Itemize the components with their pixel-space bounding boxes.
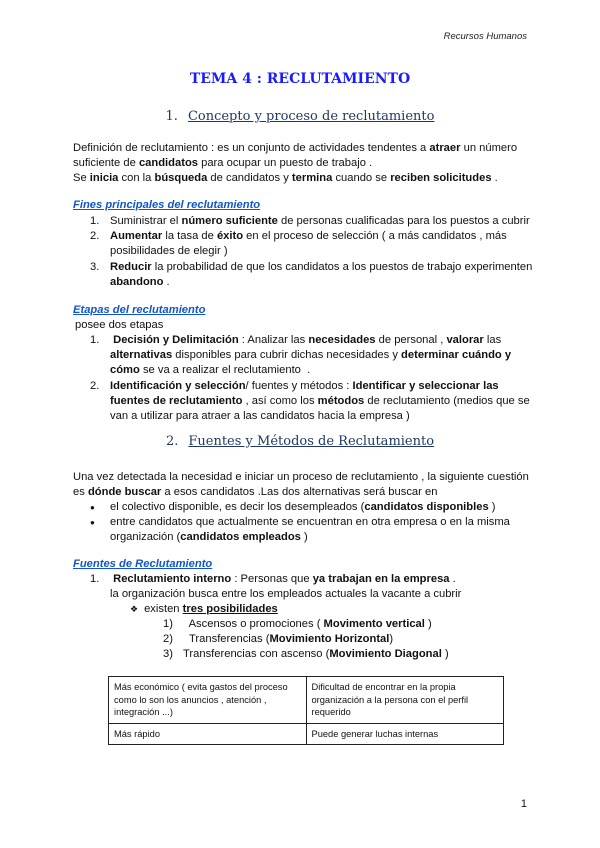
text-run: ) xyxy=(424,618,432,630)
text-run: para ocupar un puesto de trabajo . xyxy=(198,157,373,170)
list-item xyxy=(163,647,449,662)
text-run: de personal , xyxy=(375,334,447,346)
text-run: de reclutamiento (medios que se xyxy=(364,394,530,407)
table-cell: Más económico ( evita gastos del proceso como lo son los anuncios , atención , integración ...) xyxy=(109,677,307,724)
text-line xyxy=(110,379,530,394)
text-line xyxy=(110,409,530,424)
list-item xyxy=(90,515,510,545)
text-run: se va a realizar el reclutamiento . xyxy=(139,364,311,377)
list-marker: 2) xyxy=(163,633,173,646)
text-run: Transferencias con ascenso ( xyxy=(183,648,330,661)
text-run: la tasa de xyxy=(162,230,217,243)
list-marker: 1. xyxy=(90,334,100,346)
bold-text: Reclutamiento interno xyxy=(110,573,232,585)
bold-text: candidatos disponibles xyxy=(364,501,489,513)
running-header: Recursos Humanos xyxy=(443,31,527,42)
fuentes-paragraph xyxy=(73,470,529,500)
text-line xyxy=(110,515,510,530)
section-title: Concepto y proceso de reclutamiento xyxy=(187,109,435,124)
list-marker: 1. xyxy=(90,573,100,585)
text-run: ) xyxy=(389,633,394,646)
text-line xyxy=(110,530,510,545)
text-run: es xyxy=(73,486,88,499)
bold-text: atraer xyxy=(429,142,461,154)
text-line xyxy=(183,647,449,662)
text-run: ) xyxy=(441,648,449,661)
text-run: cuando se xyxy=(332,172,391,185)
bold-text: Movimiento Diagonal xyxy=(329,648,442,661)
table-row xyxy=(109,723,504,745)
bold-text: determinar cuándo y xyxy=(401,349,512,362)
list-marker: 3. xyxy=(90,260,100,273)
bold-text: fuentes de reclutamiento xyxy=(110,394,243,407)
bold-text: Aumentar xyxy=(110,230,163,243)
fines-list xyxy=(90,214,532,290)
list-item xyxy=(90,333,530,379)
text-run: : Analizar las xyxy=(238,334,309,346)
fines-heading: Fines principales del reclutamiento xyxy=(73,199,261,211)
bold-text: reciben solicitudes xyxy=(390,172,492,185)
text-line xyxy=(110,500,510,515)
text-line xyxy=(110,229,532,244)
definition-paragraph xyxy=(73,141,517,187)
bold-text: cómo xyxy=(110,364,140,377)
text-run: la probabilidad de que los candidatos a los puestos de trabajo experimenten xyxy=(151,260,533,273)
text-line xyxy=(183,632,449,647)
bold-text: Movimiento Horizontal xyxy=(269,633,390,646)
text-run: entre candidatos que actualmente se encuentran en otra empresa o en la misma xyxy=(110,516,510,529)
text-run: un número xyxy=(460,142,518,154)
text-run: con la xyxy=(118,172,155,185)
text-run: de candidatos y xyxy=(207,172,292,185)
text-run: en el proceso de selección ( a más candidatos , más xyxy=(243,230,507,243)
bold-text: ya trabajan en la empresa xyxy=(312,573,450,585)
text-run: el colectivo disponible, es decir los desempleados ( xyxy=(110,501,365,513)
section-number: 1. xyxy=(165,109,178,124)
text-run: ) xyxy=(488,501,496,513)
text-run: : Personas que xyxy=(231,573,313,585)
text-line xyxy=(73,156,517,171)
table-row xyxy=(109,677,504,724)
list-item xyxy=(90,214,532,229)
list-item xyxy=(90,500,510,515)
text-run: la organización busca entre los empleados actuales la vacante a cubrir xyxy=(110,588,462,601)
text-run: disponibles para cubrir dichas necesidades y xyxy=(172,349,402,362)
table-cell: Más rápido xyxy=(109,723,307,745)
list-marker: 2. xyxy=(90,379,100,392)
bold-text: abandono xyxy=(110,275,164,288)
bold-text: Identificación y selección xyxy=(110,379,246,392)
fuentes-heading: Fuentes de Reclutamiento xyxy=(73,558,213,570)
list-marker: 3) xyxy=(163,648,173,661)
document-title: TEMA 4 : RECLUTAMIENTO xyxy=(189,71,411,87)
text-line xyxy=(110,260,532,275)
bold-text: Decisión y Delimitación xyxy=(110,334,239,346)
alternatives-bullets xyxy=(90,500,510,546)
list-item xyxy=(90,379,530,425)
text-run: Suministrar el xyxy=(110,215,182,227)
text-run: Transferencias ( xyxy=(183,633,270,646)
text-run: , así como los xyxy=(242,394,318,407)
etapas-heading: Etapas del reclutamiento xyxy=(73,304,206,316)
bold-text: alternativas xyxy=(110,349,173,362)
bold-text: inicia xyxy=(89,172,119,185)
bold-text: candidatos empleados xyxy=(180,531,301,544)
etapas-intro: posee dos etapas xyxy=(75,319,164,331)
bold-text: termina xyxy=(291,172,333,185)
text-line xyxy=(110,348,530,363)
table-cell: Dificultad de encontrar en la propia organización a la persona con el perfil requerido xyxy=(306,677,504,724)
list-item xyxy=(90,229,532,259)
text-run: de personas cualificadas para los puestos a cubrir xyxy=(277,215,530,227)
text-run: las xyxy=(483,334,502,346)
ventajas-desventajas-table xyxy=(108,676,504,745)
text-run: van a utilizar para atraer a las candidatos hacia la empresa ) xyxy=(110,410,410,423)
etapas-list xyxy=(90,333,530,424)
list-item xyxy=(90,572,461,602)
text-line xyxy=(110,363,530,378)
text-line xyxy=(110,333,530,348)
page-number: 1 xyxy=(520,798,527,810)
bold-text: Movimento vertical xyxy=(323,618,425,630)
bold-text: número suficiente xyxy=(181,215,278,227)
existen-prefix: existen xyxy=(144,603,183,615)
section-1-heading xyxy=(0,109,600,124)
text-run: a esos candidatos .Las dos alternativas será buscar en xyxy=(161,486,438,499)
bold-text: Identificar y seleccionar las xyxy=(352,379,499,392)
bold-text: búsqueda xyxy=(154,172,208,185)
text-line xyxy=(110,587,461,602)
tres-posibilidades: tres posibilidades xyxy=(182,603,278,615)
list-item xyxy=(163,632,449,647)
text-run: . xyxy=(163,275,170,288)
text-run: . xyxy=(449,573,456,585)
text-run: Se xyxy=(73,172,90,185)
section-title: Fuentes y Métodos de Reclutamiento xyxy=(188,434,435,449)
posibilidades-list xyxy=(163,617,449,663)
text-run: Ascensos o promociones ( xyxy=(183,618,324,630)
bold-text: candidatos xyxy=(138,157,198,170)
text-line xyxy=(110,214,532,229)
fuentes-list xyxy=(90,572,461,602)
text-line xyxy=(110,572,461,587)
text-line xyxy=(110,394,530,409)
text-line xyxy=(73,141,517,156)
list-marker: 1. xyxy=(90,215,100,227)
text-run: . xyxy=(491,172,498,185)
list-item xyxy=(163,617,449,632)
bold-text: necesidades xyxy=(308,334,376,346)
diamond-bullet-icon: ❖ xyxy=(130,604,139,614)
text-run: Una vez detectada la necesidad e iniciar un proceso de reclutamiento , la siguiente cuestión xyxy=(73,471,529,483)
bold-text: valorar xyxy=(446,334,484,346)
text-line xyxy=(183,617,449,632)
text-run: ) xyxy=(300,531,308,544)
text-line xyxy=(110,244,532,259)
text-line xyxy=(73,470,529,485)
text-line xyxy=(73,171,517,186)
section-2-heading xyxy=(0,434,600,449)
section-number: 2. xyxy=(165,434,179,449)
text-run: organización ( xyxy=(110,531,181,544)
text-run: / fuentes y métodos : xyxy=(245,379,353,392)
bold-text: éxito xyxy=(216,230,244,243)
bold-text: métodos xyxy=(317,394,365,407)
list-item xyxy=(90,260,532,290)
bold-text: dónde buscar xyxy=(87,486,162,499)
text-run: Definición de reclutamiento : es un conjunto de actividades tendentes a xyxy=(73,142,430,154)
existen-line xyxy=(130,602,278,617)
list-marker: ● xyxy=(90,503,95,512)
text-run: suficiente de xyxy=(73,157,139,170)
text-run: posibilidades de elegir ) xyxy=(110,245,228,258)
text-line xyxy=(73,485,529,500)
bold-text: Reducir xyxy=(110,260,152,273)
list-marker: ● xyxy=(90,518,95,528)
list-marker: 1) xyxy=(163,618,173,630)
text-line xyxy=(110,275,532,290)
table-cell: Puede generar luchas internas xyxy=(306,723,504,745)
list-marker: 2. xyxy=(90,230,100,243)
